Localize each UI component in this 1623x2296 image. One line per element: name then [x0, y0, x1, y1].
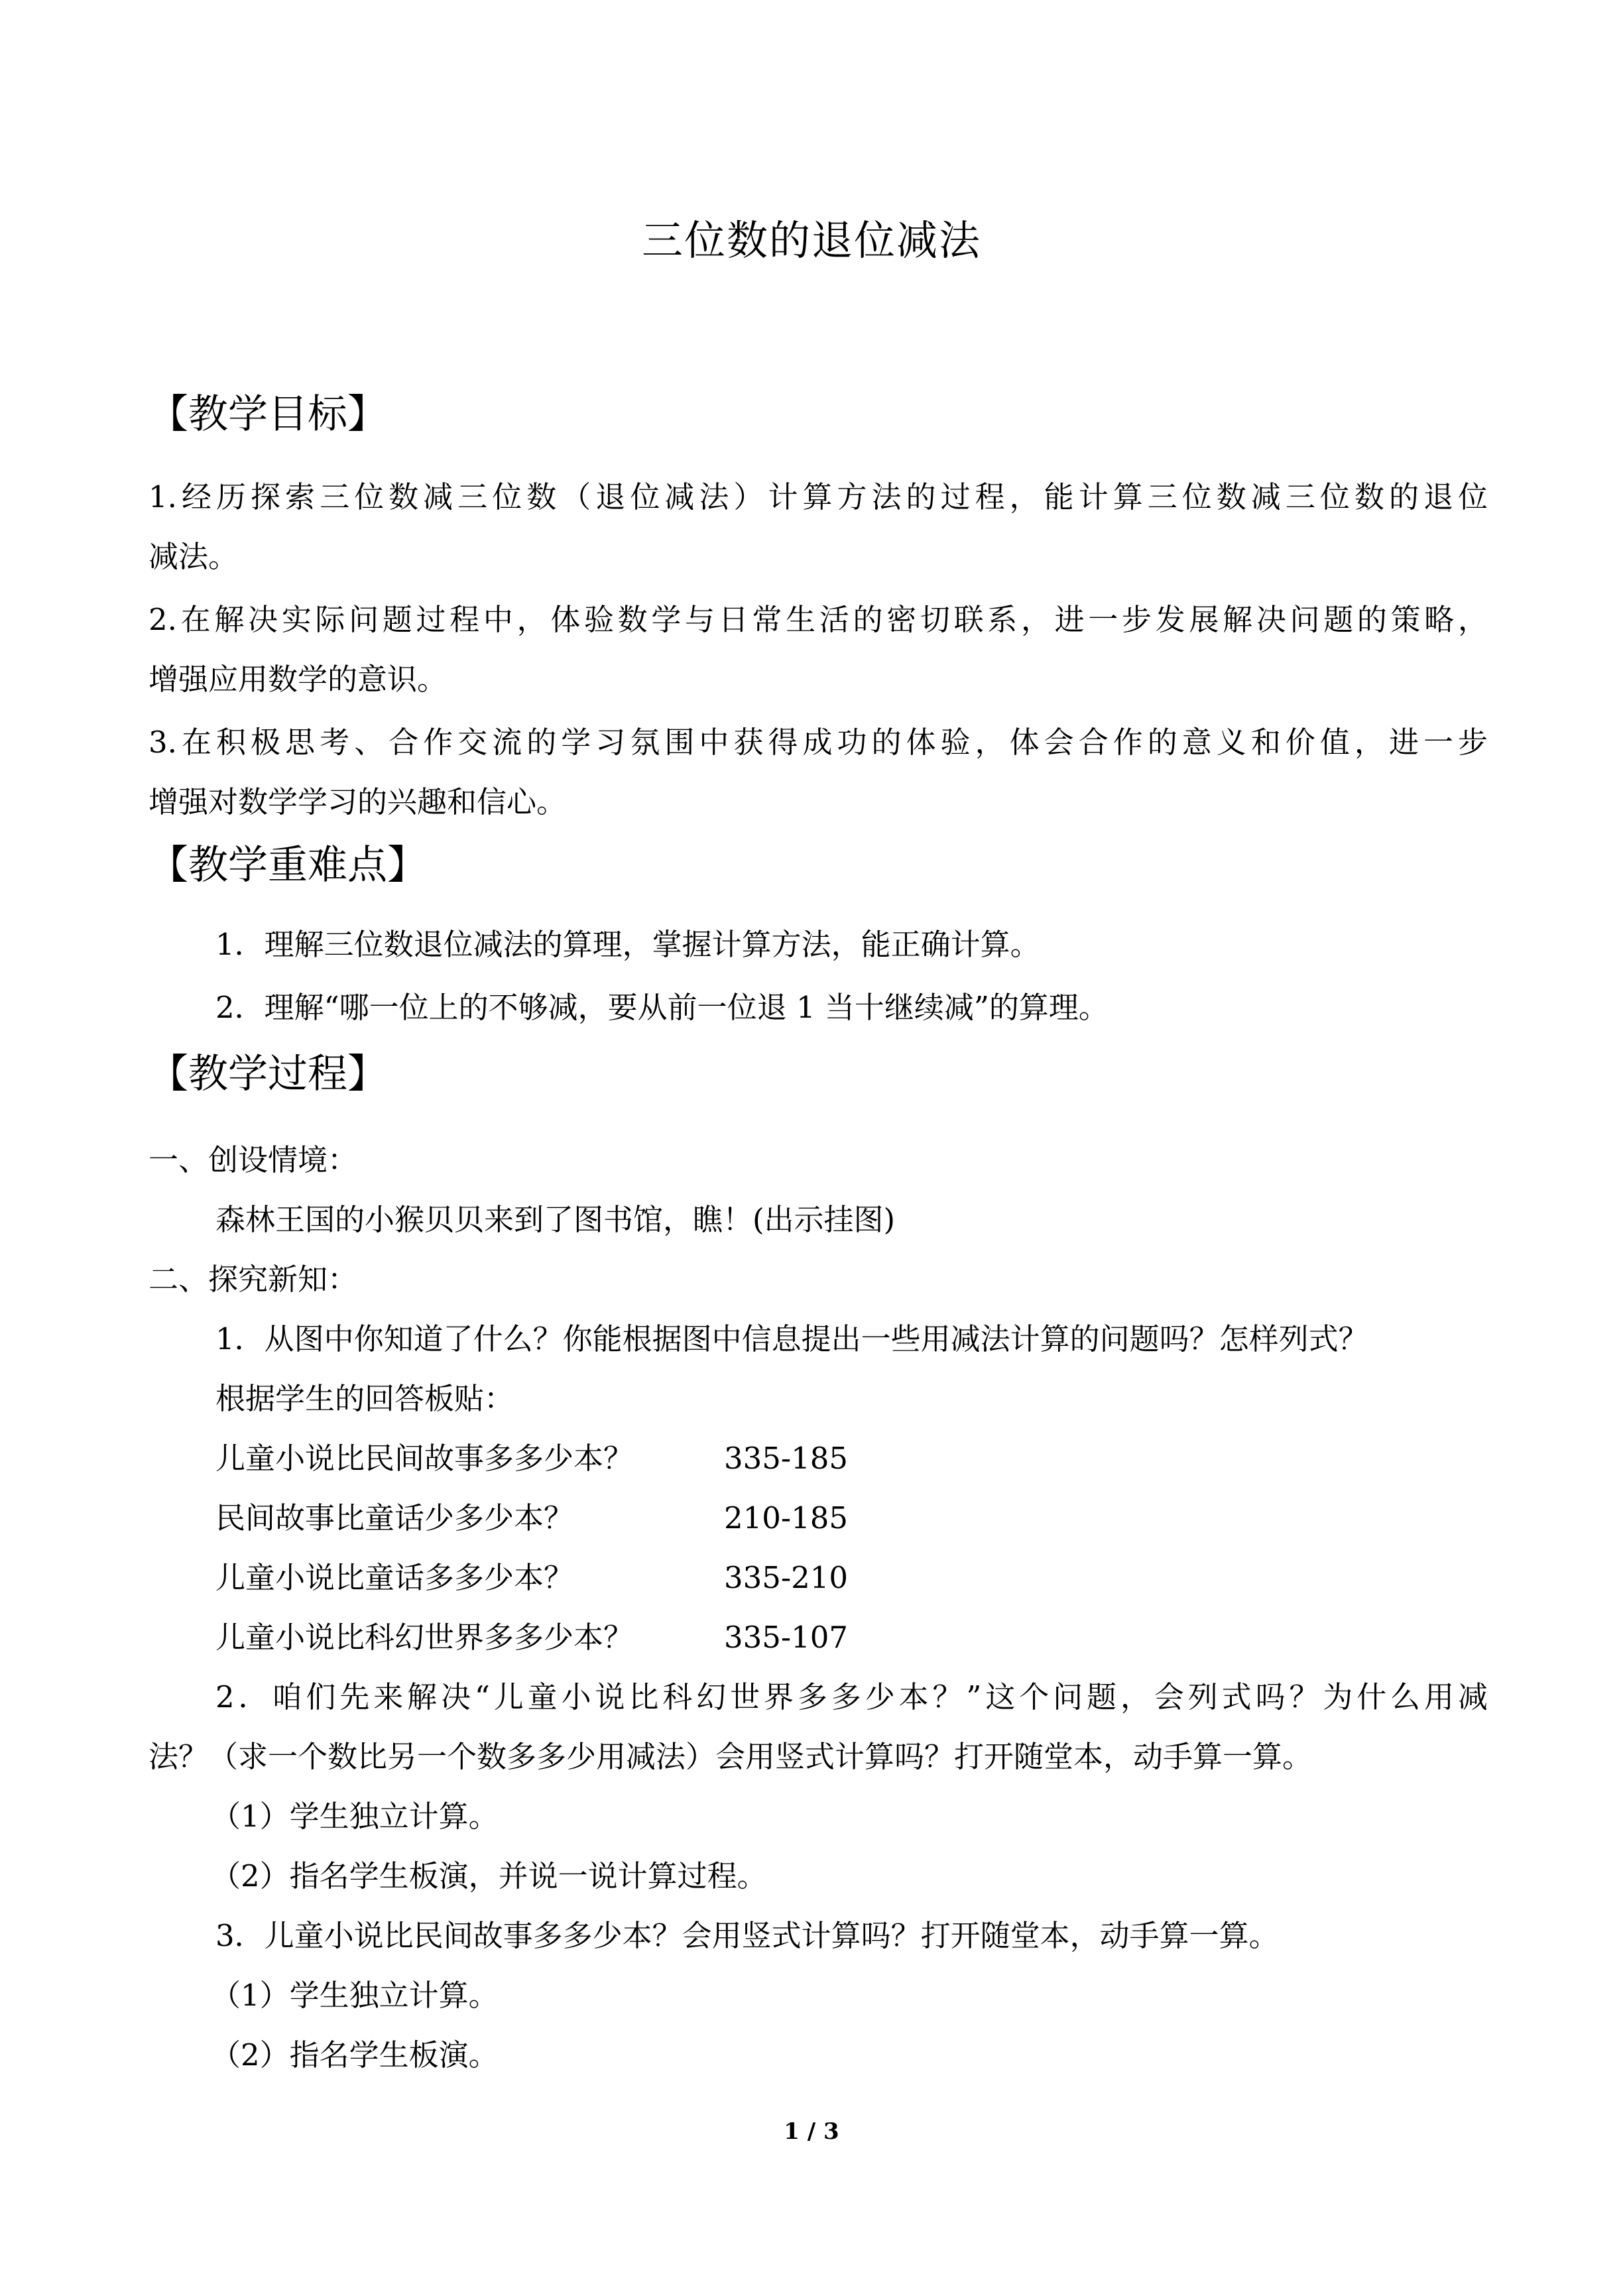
question-expression: 210-185 — [724, 1500, 848, 1536]
step-3-sub-2: （2）指名学生板演。 — [211, 2037, 499, 2073]
page-title: 三位数的退位减法 — [641, 216, 981, 265]
key-point-2: 2．理解“哪一位上的不够减，要从前一位退 1 当十继续减”的算理。 — [215, 990, 1109, 1025]
step-3-sub-1: （1）学生独立计算。 — [211, 1978, 499, 2013]
goal-3-line-1: 3.在积极思考、合作交流的学习氛围中获得成功的体验，体会合作的意义和价值，进一步 — [149, 725, 1488, 760]
part-1-title: 一、创设情境： — [149, 1142, 358, 1178]
part-1-text: 森林王国的小猴贝贝来到了图书馆，瞧！(出示挂图) — [215, 1202, 896, 1237]
goal-1-line-2: 减法。 — [149, 539, 239, 574]
heading-teaching-process: 【教学过程】 — [149, 1051, 387, 1097]
step-2-sub-1: （1）学生独立计算。 — [211, 1799, 499, 1834]
heading-teaching-goals: 【教学目标】 — [149, 391, 387, 438]
step-1: 1．从图中你知道了什么？你能根据图中信息提出一些用减法计算的问题吗？怎样列式？ — [215, 1321, 1368, 1357]
goal-2-line-1: 2.在解决实际问题过程中，体验数学与日常生活的密切联系，进一步发展解决问题的策略， — [149, 602, 1488, 637]
page-number: 1 / 3 — [784, 2118, 839, 2145]
part-2-title: 二、探究新知： — [149, 1262, 358, 1297]
question-expression: 335-185 — [724, 1441, 848, 1476]
question-text: 民间故事比童话少多少本？ — [215, 1500, 574, 1536]
step-2-line-2: 法？（求一个数比另一个数多多少用减法）会用竖式计算吗？打开随堂本，动手算一算。 — [149, 1739, 1313, 1774]
heading-key-points: 【教学重难点】 — [149, 842, 427, 888]
step-2-sub-2: （2）指名学生板演，并说一说计算过程。 — [211, 1858, 767, 1894]
goal-1-line-1: 1.经历探索三位数减三位数（退位减法）计算方法的过程，能计算三位数减三位数的退位 — [149, 479, 1488, 514]
question-text: 儿童小说比科幻世界多多少本？ — [215, 1620, 634, 1655]
step-1-note: 根据学生的回答板贴： — [215, 1381, 514, 1416]
key-point-1: 1．理解三位数退位减法的算理，掌握计算方法，能正确计算。 — [215, 927, 1040, 962]
goal-3-line-2: 增强对数学学习的兴趣和信心。 — [149, 784, 567, 819]
question-text: 儿童小说比民间故事多多少本？ — [215, 1441, 634, 1476]
step-3: 3．儿童小说比民间故事多多少本？会用竖式计算吗？打开随堂本，动手算一算。 — [215, 1918, 1279, 1953]
question-text: 儿童小说比童话多多少本？ — [215, 1560, 574, 1595]
goal-2-line-2: 增强应用数学的意识。 — [149, 662, 448, 697]
step-2-line-1: 2．咱们先来解决“儿童小说比科幻世界多多少本？”这个问题，会列式吗？为什么用减 — [215, 1679, 1488, 1715]
question-expression: 335-210 — [724, 1560, 848, 1595]
question-expression: 335-107 — [724, 1620, 848, 1655]
